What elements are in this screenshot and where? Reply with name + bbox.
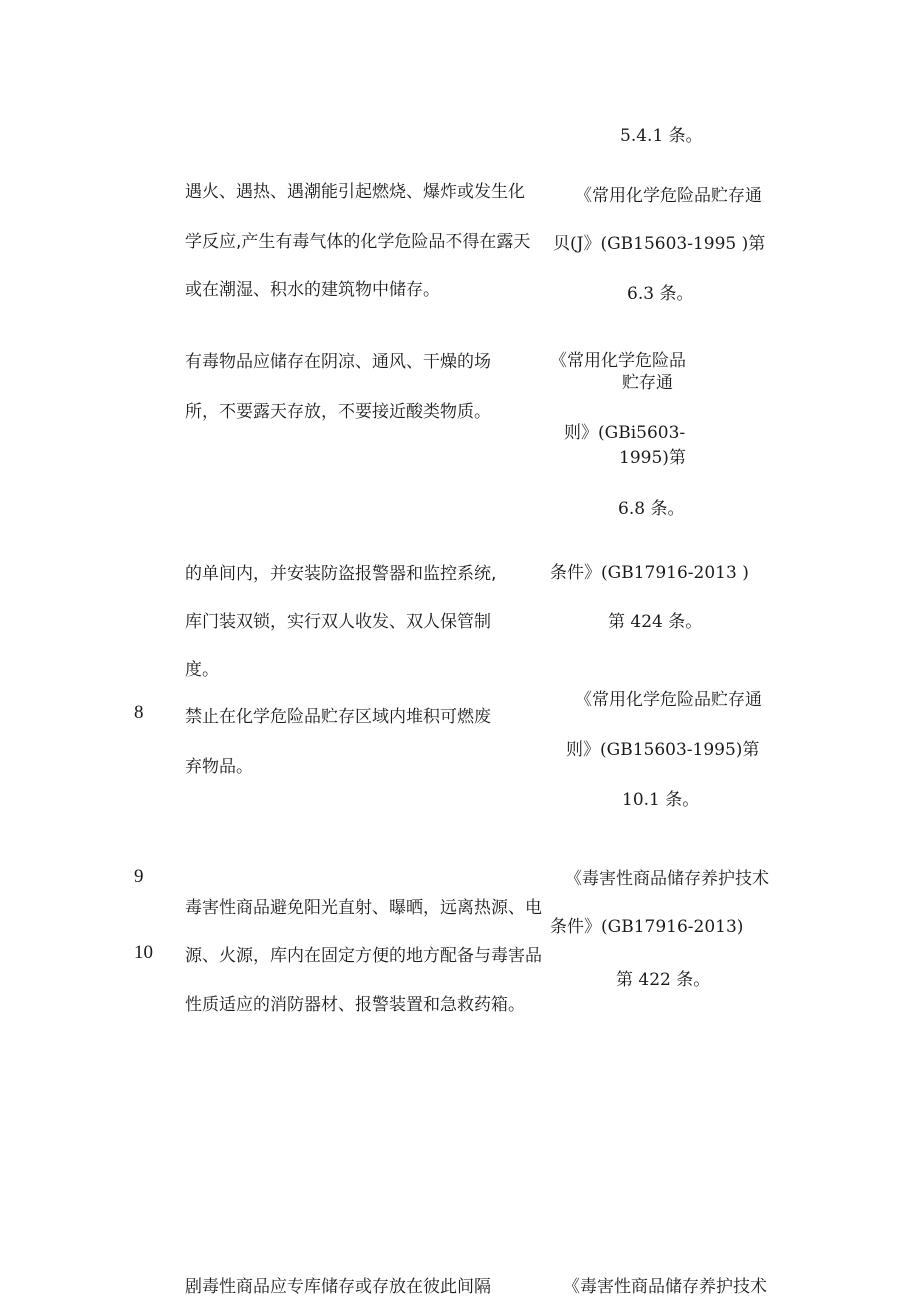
requirement-text-line: 学反应,产生有毒气体的化学危险品不得在露天 — [185, 232, 531, 252]
requirement-text-line: 禁止在化学危险品贮存区域内堆积可燃废 — [185, 707, 491, 727]
requirement-text-line: 毒害性商品避免阳光直射、曝晒，远离热源、电 — [185, 898, 542, 918]
reference-line: 条件》(GB17916-2013 ) — [550, 563, 749, 583]
requirement-text-line: 弃物品。 — [185, 757, 253, 777]
reference-line: 《毒害性商品储存养护技术 — [563, 1277, 767, 1297]
reference-line: 《常用化学危险品 — [550, 351, 686, 371]
requirement-text-line: 的单间内，并安装防盗报警器和监控系统, — [185, 564, 497, 584]
reference-line: 《常用化学危险品贮存通 — [575, 690, 762, 710]
requirement-text-line: 有毒物品应储存在阴凉、通风、干燥的场 — [185, 352, 491, 372]
reference-line: 第 422 条。 — [616, 970, 711, 990]
requirement-text-line: 库门装双锁，实行双人收发、双人保管制 — [185, 612, 491, 632]
reference-line: 贮存通 — [622, 373, 673, 393]
reference-line: 贝(J》(GB15603-1995 )第 — [553, 234, 766, 254]
reference-line: 则》(GBi5603- — [564, 423, 686, 443]
reference-line: 5.4.1 条。 — [620, 126, 703, 146]
requirement-text-line: 性质适应的消防器材、报警装置和急救药箱。 — [185, 995, 525, 1015]
reference-line: 则》(GB15603-1995)第 — [566, 740, 760, 760]
reference-line: 第 424 条。 — [608, 612, 703, 632]
reference-line: 1995)第 — [619, 448, 686, 468]
requirement-text-line: 源、火源，库内在固定方便的地方配备与毒害品 — [185, 946, 542, 966]
requirement-text-line: 所，不要露天存放，不要接近酸类物质。 — [185, 402, 491, 422]
reference-line: 10.1 条。 — [622, 790, 700, 810]
row-number: 8 — [134, 702, 144, 723]
row-number: 10 — [134, 942, 153, 963]
requirement-text-line: 度。 — [185, 660, 219, 680]
reference-line: 6.3 条。 — [627, 284, 694, 304]
requirement-text-line: 或在潮湿、积水的建筑物中储存。 — [185, 280, 440, 300]
reference-line: 《毒害性商品储存养护技术 — [565, 869, 769, 889]
requirement-text-line: 剧毒性商品应专库储存或存放在彼此间隔 — [185, 1277, 491, 1297]
requirement-text-line: 遇火、遇热、遇潮能引起燃烧、爆炸或发生化 — [185, 182, 525, 202]
reference-line: 条件》(GB17916-2013) — [550, 917, 744, 937]
reference-line: 《常用化学危险品贮存通 — [575, 186, 762, 206]
reference-line: 6.8 条。 — [618, 499, 685, 519]
row-number: 9 — [134, 866, 144, 887]
